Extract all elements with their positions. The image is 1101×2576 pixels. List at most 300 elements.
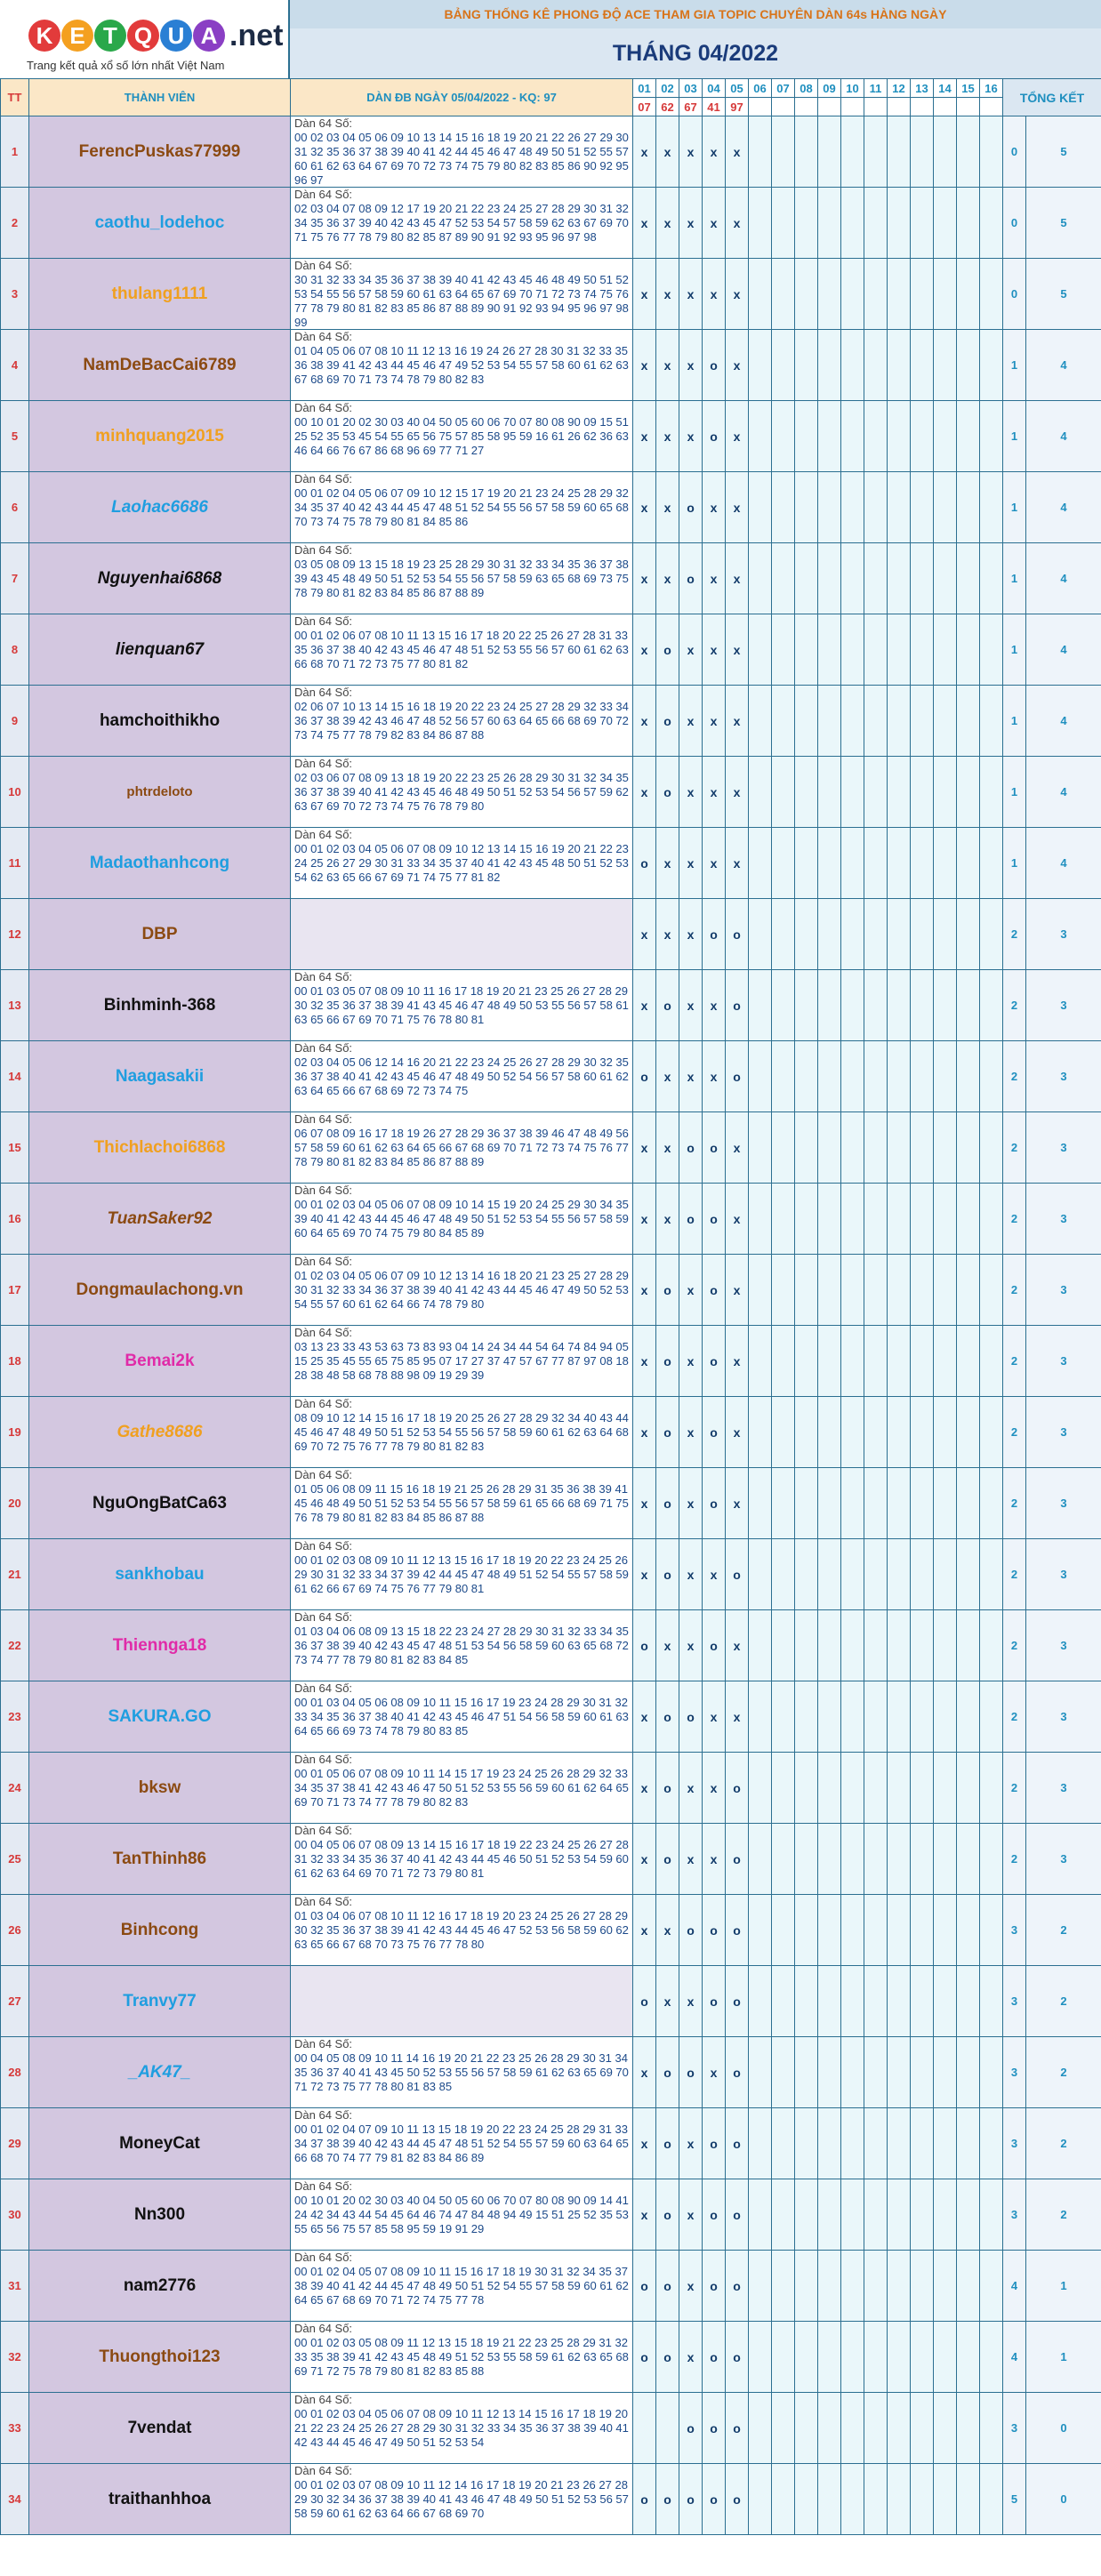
day-mark-empty <box>911 401 934 472</box>
day-mark-empty <box>957 970 980 1041</box>
day-mark-empty <box>818 1753 841 1824</box>
dan-cell <box>291 1041 633 1112</box>
day-mark-empty <box>795 899 818 970</box>
day-mark: x <box>656 543 679 614</box>
day-mark: o <box>726 2251 749 2322</box>
day-mark: x <box>679 686 703 757</box>
day-mark: x <box>656 1112 679 1184</box>
member-name[interactable]: DBP <box>29 899 291 970</box>
day-mark-empty <box>864 543 888 614</box>
day-result: 07 <box>633 98 656 116</box>
dan-cell <box>291 1966 633 2037</box>
table-row <box>1 686 1101 757</box>
day-mark: o <box>633 828 656 899</box>
day-mark: o <box>703 1468 726 1539</box>
ketqua-logo[interactable] <box>0 0 290 78</box>
dan-numbers <box>291 1397 632 1466</box>
lose-count: 3 <box>1026 1753 1101 1824</box>
day-mark-empty <box>957 2251 980 2322</box>
day-header: 15 <box>957 79 980 98</box>
day-mark: x <box>703 757 726 828</box>
day-mark: o <box>703 2108 726 2179</box>
member-name[interactable]: TanThinh86 <box>29 1824 291 1895</box>
win-count: 1 <box>1003 543 1026 614</box>
day-mark: o <box>703 1397 726 1468</box>
dan-list: 00 01 02 04 05 07 08 09 10 11 15 16 17 18 19 30 31 32 34 35 37 38 39 40 41 42 44 45 47 48 49 50 51 52 54 55 57 58 59 60 61 62 64 65 67 68 69 70 71 72 74 75 77 78 <box>294 2265 629 2307</box>
day-mark-empty <box>818 401 841 472</box>
member-name[interactable]: SAKURA.GO <box>29 1681 291 1753</box>
day-mark-empty <box>818 1966 841 2037</box>
day-mark-empty <box>749 2393 772 2464</box>
day-mark: o <box>726 970 749 1041</box>
day-mark: x <box>679 2251 703 2322</box>
day-mark: x <box>679 1397 703 1468</box>
day-mark: o <box>679 2393 703 2464</box>
dan-numbers <box>291 970 632 1039</box>
member-name[interactable]: FerencPuskas77999 <box>29 116 291 188</box>
day-mark-empty <box>911 686 934 757</box>
logo-letter-ball: T <box>94 20 126 52</box>
day-mark-empty <box>772 2179 795 2251</box>
row-index: 24 <box>1 1753 29 1824</box>
lose-count: 2 <box>1026 1895 1101 1966</box>
day-mark-empty <box>749 828 772 899</box>
day-mark-empty <box>841 1539 864 1610</box>
day-mark-empty <box>749 1184 772 1255</box>
lose-count: 4 <box>1026 543 1101 614</box>
day-mark-empty <box>749 1326 772 1397</box>
dan-cell <box>291 899 633 970</box>
dan-cell <box>291 330 633 401</box>
day-mark-empty <box>772 2037 795 2108</box>
day-mark-empty <box>795 2393 818 2464</box>
day-mark-empty <box>957 614 980 686</box>
day-mark-empty <box>818 1895 841 1966</box>
dan-list: 00 01 02 03 05 08 09 11 12 13 15 18 19 21 22 23 25 28 29 31 32 33 35 38 39 41 42 43 45 48 49 51 52 53 55 58 59 61 62 63 65 68 69 71 72 75 78 79 80 81 82 83 85 88 <box>294 2336 629 2378</box>
day-mark: x <box>633 1255 656 1326</box>
day-mark-empty <box>818 2179 841 2251</box>
day-mark: x <box>679 2322 703 2393</box>
day-mark: x <box>656 1184 679 1255</box>
day-mark-empty <box>841 1112 864 1184</box>
day-mark-empty <box>957 1326 980 1397</box>
win-count: 2 <box>1003 1610 1026 1681</box>
day-mark: x <box>726 1468 749 1539</box>
day-mark: x <box>726 1681 749 1753</box>
table-row <box>1 1681 1101 1753</box>
dan-numbers <box>291 1824 632 1893</box>
member-name[interactable]: Binhminh-368 <box>29 970 291 1041</box>
day-mark: o <box>656 2108 679 2179</box>
day-mark-empty <box>980 116 1003 188</box>
day-mark-empty <box>888 1539 911 1610</box>
day-mark: o <box>656 2322 679 2393</box>
day-result-empty <box>934 98 957 116</box>
day-mark-empty <box>749 1112 772 1184</box>
day-mark: o <box>726 2108 749 2179</box>
day-mark-empty <box>795 828 818 899</box>
day-mark-empty <box>957 259 980 330</box>
day-mark-empty <box>749 1824 772 1895</box>
dan-numbers <box>291 2251 632 2320</box>
day-mark-empty <box>934 1539 957 1610</box>
member-name[interactable]: Madaothanhcong <box>29 828 291 899</box>
day-mark-empty <box>841 757 864 828</box>
day-mark-empty <box>749 1610 772 1681</box>
dan-numbers <box>291 1681 632 1751</box>
row-index: 21 <box>1 1539 29 1610</box>
day-mark: o <box>656 1539 679 1610</box>
day-mark-empty <box>864 1184 888 1255</box>
member-name[interactable]: Thichlachoi6868 <box>29 1112 291 1184</box>
day-mark-empty <box>841 686 864 757</box>
day-mark-empty <box>934 188 957 259</box>
member-name[interactable]: Naagasakii <box>29 1041 291 1112</box>
day-mark-empty <box>864 1397 888 1468</box>
day-mark-empty <box>818 2037 841 2108</box>
day-mark-empty <box>980 1255 1003 1326</box>
day-mark-empty <box>957 1610 980 1681</box>
day-mark-empty <box>841 259 864 330</box>
day-mark-empty <box>772 828 795 899</box>
dan-label: Dàn 64 Số: <box>294 2464 353 2477</box>
day-mark-empty <box>818 2464 841 2535</box>
day-mark-empty <box>934 2179 957 2251</box>
dan-list: 00 01 05 06 07 08 09 10 11 14 15 17 19 23 24 25 26 28 29 32 33 34 35 37 38 41 42 43 46 47 50 51 52 53 55 56 59 60 61 62 64 65 69 70 71 73 74 77 78 79 80 82 83 <box>294 1767 629 1809</box>
table-row <box>1 1753 1101 1824</box>
table-row <box>1 2322 1101 2393</box>
member-name[interactable]: NguOngBatCa63 <box>29 1468 291 1539</box>
dan-numbers <box>291 2108 632 2178</box>
row-index: 16 <box>1 1184 29 1255</box>
day-mark-empty <box>980 1539 1003 1610</box>
member-name[interactable]: minhquang2015 <box>29 401 291 472</box>
day-mark: o <box>703 2179 726 2251</box>
dan-list: 00 02 03 04 05 06 09 10 13 14 15 16 18 19 20 21 22 26 27 29 30 31 32 35 36 37 38 39 40 41 42 44 45 46 47 48 49 50 51 52 55 57 60 61 62 63 64 67 69 70 72 73 74 75 79 80 82 83 85 86 90 92 95 96 97 <box>294 131 629 186</box>
day-mark-empty <box>888 1041 911 1112</box>
win-count: 2 <box>1003 1041 1026 1112</box>
day-mark: o <box>703 1255 726 1326</box>
day-mark-empty <box>888 1610 911 1681</box>
dan-cell <box>291 828 633 899</box>
dan-cell <box>291 2037 633 2108</box>
table-row <box>1 330 1101 401</box>
day-mark-empty <box>980 1895 1003 1966</box>
day-mark-empty <box>841 828 864 899</box>
day-mark-empty <box>957 2179 980 2251</box>
member-name[interactable]: NamDeBacCai6789 <box>29 330 291 401</box>
day-mark: o <box>633 2464 656 2535</box>
day-mark-empty <box>864 757 888 828</box>
day-mark-empty <box>980 970 1003 1041</box>
dan-numbers <box>291 1041 632 1111</box>
day-mark: x <box>633 614 656 686</box>
day-mark: o <box>633 1610 656 1681</box>
logo-suffix: .net <box>229 18 284 52</box>
lose-count: 4 <box>1026 757 1101 828</box>
day-mark: x <box>703 1041 726 1112</box>
day-mark-empty <box>934 2322 957 2393</box>
member-name[interactable]: _AK47_ <box>29 2037 291 2108</box>
day-mark: x <box>703 2037 726 2108</box>
day-mark-empty <box>864 1468 888 1539</box>
table-row <box>1 2179 1101 2251</box>
day-mark-empty <box>795 1041 818 1112</box>
day-mark-empty <box>841 543 864 614</box>
day-mark-empty <box>749 686 772 757</box>
win-count: 2 <box>1003 1184 1026 1255</box>
member-name[interactable]: lienquan67 <box>29 614 291 686</box>
dan-cell <box>291 2179 633 2251</box>
day-mark-empty <box>934 899 957 970</box>
day-mark-empty <box>980 259 1003 330</box>
logo-letter-ball: A <box>193 20 225 52</box>
row-index: 7 <box>1 543 29 614</box>
day-mark: o <box>656 1397 679 1468</box>
day-mark-empty <box>980 1681 1003 1753</box>
member-name[interactable]: caothu_lodehoc <box>29 188 291 259</box>
day-mark-empty <box>749 1895 772 1966</box>
member-name[interactable]: Nguyenhai6868 <box>29 543 291 614</box>
day-mark-empty <box>795 2322 818 2393</box>
day-mark-empty <box>772 330 795 401</box>
day-mark-empty <box>911 1255 934 1326</box>
member-name[interactable]: sankhobau <box>29 1539 291 1610</box>
day-result-empty <box>864 98 888 116</box>
member-name[interactable]: Tranvy77 <box>29 1966 291 2037</box>
logo-letter-ball: K <box>28 20 60 52</box>
day-result-empty <box>818 98 841 116</box>
member-name[interactable]: bksw <box>29 1753 291 1824</box>
day-mark-empty <box>841 2393 864 2464</box>
day-result-empty <box>888 98 911 116</box>
row-index: 4 <box>1 330 29 401</box>
lose-count: 5 <box>1026 116 1101 188</box>
lose-count: 3 <box>1026 1824 1101 1895</box>
day-mark: x <box>656 1895 679 1966</box>
day-mark-empty <box>980 401 1003 472</box>
day-mark-empty <box>934 2037 957 2108</box>
day-mark-empty <box>841 614 864 686</box>
day-mark-empty <box>911 1184 934 1255</box>
win-count: 5 <box>1003 2464 1026 2535</box>
day-mark-empty <box>772 2322 795 2393</box>
day-mark: x <box>633 1112 656 1184</box>
dan-cell <box>291 757 633 828</box>
day-mark-empty <box>911 259 934 330</box>
day-mark-empty <box>749 2108 772 2179</box>
day-mark-empty <box>911 2037 934 2108</box>
day-mark: x <box>726 686 749 757</box>
day-mark-empty <box>864 2322 888 2393</box>
day-mark-empty <box>864 2179 888 2251</box>
member-name[interactable]: phtrdeloto <box>29 757 291 828</box>
table-row <box>1 828 1101 899</box>
day-mark: o <box>656 1326 679 1397</box>
day-mark-empty <box>888 1326 911 1397</box>
day-mark-empty <box>980 2108 1003 2179</box>
dan-cell <box>291 2108 633 2179</box>
day-mark-empty <box>888 1681 911 1753</box>
dan-list: 00 10 01 20 02 30 03 40 04 50 05 60 06 70 07 80 08 90 09 15 51 25 52 35 53 45 54 55 65 56 75 57 85 58 95 59 16 61 26 62 36 63 46 64 66 76 67 86 68 96 69 77 71 27 <box>294 415 629 457</box>
day-header: 02 <box>656 79 679 98</box>
day-mark-empty <box>795 2108 818 2179</box>
day-result: 97 <box>726 98 749 116</box>
col-header-dan: DÀN ĐB NGÀY 05/04/2022 - KQ: 97 <box>291 79 633 116</box>
member-name[interactable]: Gathe8686 <box>29 1397 291 1468</box>
day-mark-empty <box>864 330 888 401</box>
day-mark-empty <box>980 1610 1003 1681</box>
day-mark-empty <box>749 1255 772 1326</box>
day-mark-empty <box>888 330 911 401</box>
day-mark-empty <box>980 899 1003 970</box>
dan-list: 00 04 05 06 07 08 09 13 14 15 16 17 18 19 22 23 24 25 26 27 28 31 32 33 34 35 36 37 40 41 42 43 44 45 46 50 51 52 53 54 59 60 61 62 63 64 69 70 71 72 73 79 80 81 <box>294 1838 629 1880</box>
day-mark-empty <box>795 1966 818 2037</box>
row-index: 3 <box>1 259 29 330</box>
day-mark: x <box>679 116 703 188</box>
day-mark-empty <box>818 1041 841 1112</box>
day-mark-empty <box>957 1041 980 1112</box>
member-name[interactable]: 7vendat <box>29 2393 291 2464</box>
day-mark-empty <box>957 188 980 259</box>
day-mark-empty <box>795 1112 818 1184</box>
member-name[interactable]: nam2776 <box>29 2251 291 2322</box>
dan-label: Dàn 64 Số: <box>294 1753 353 1766</box>
day-mark: x <box>703 259 726 330</box>
day-mark: o <box>703 330 726 401</box>
day-mark-empty <box>911 1468 934 1539</box>
day-mark: x <box>633 1539 656 1610</box>
day-mark: o <box>656 1681 679 1753</box>
day-mark-empty <box>888 970 911 1041</box>
dan-numbers <box>291 614 632 684</box>
member-name[interactable]: Nn300 <box>29 2179 291 2251</box>
day-result-empty <box>980 98 1003 116</box>
lose-count: 0 <box>1026 2393 1101 2464</box>
win-count: 3 <box>1003 1895 1026 1966</box>
day-mark: x <box>679 1041 703 1112</box>
day-mark-empty <box>818 1397 841 1468</box>
day-mark-empty <box>934 401 957 472</box>
win-count: 2 <box>1003 970 1026 1041</box>
day-mark: x <box>633 899 656 970</box>
member-name[interactable]: Bemai2k <box>29 1326 291 1397</box>
day-mark-empty <box>980 1966 1003 2037</box>
dan-list: 00 01 02 03 04 05 06 07 08 09 10 14 15 19 20 24 25 29 30 34 35 39 40 41 42 43 44 45 46 47 48 49 50 51 52 53 54 55 56 57 58 59 60 64 65 69 70 74 75 79 80 84 85 89 <box>294 1198 629 1240</box>
day-mark-empty <box>818 1112 841 1184</box>
day-mark-empty <box>818 757 841 828</box>
member-name[interactable]: hamchoithikho <box>29 686 291 757</box>
member-name[interactable]: Thuongthoi123 <box>29 2322 291 2393</box>
member-name[interactable]: Thiennga18 <box>29 1610 291 1681</box>
dan-list: 00 01 02 03 04 05 06 07 08 09 10 11 12 13 14 15 16 17 18 19 20 21 22 23 24 25 26 27 28 29 30 31 32 33 34 35 36 37 38 39 40 41 42 43 44 45 46 47 49 50 51 52 53 54 <box>294 2407 629 2449</box>
dan-label: Dàn 64 Số: <box>294 259 353 272</box>
day-mark-empty <box>888 1112 911 1184</box>
day-mark: x <box>703 828 726 899</box>
day-mark-empty <box>772 1610 795 1681</box>
lose-count: 3 <box>1026 1041 1101 1112</box>
dan-numbers <box>291 2464 632 2533</box>
day-mark-empty <box>864 2108 888 2179</box>
row-index: 12 <box>1 899 29 970</box>
day-mark-empty <box>934 1895 957 1966</box>
day-mark-empty <box>911 1397 934 1468</box>
day-mark: x <box>656 828 679 899</box>
day-mark-empty <box>841 2037 864 2108</box>
lose-count: 0 <box>1026 2464 1101 2535</box>
member-name[interactable]: Dongmaulachong.vn <box>29 1255 291 1326</box>
day-mark-empty <box>795 116 818 188</box>
day-mark: x <box>656 401 679 472</box>
win-count: 1 <box>1003 757 1026 828</box>
member-name[interactable]: traithanhhoa <box>29 2464 291 2535</box>
day-mark: x <box>726 259 749 330</box>
day-mark-empty <box>864 188 888 259</box>
dan-label: Dàn 64 Số: <box>294 2108 353 2122</box>
day-mark: x <box>633 1895 656 1966</box>
member-name[interactable]: thulang1111 <box>29 259 291 330</box>
day-header: 14 <box>934 79 957 98</box>
day-mark: o <box>656 1468 679 1539</box>
day-mark-empty <box>749 1539 772 1610</box>
day-mark-empty <box>818 970 841 1041</box>
day-mark: o <box>726 2322 749 2393</box>
day-mark: o <box>726 2393 749 2464</box>
day-mark: o <box>703 401 726 472</box>
day-mark-empty <box>864 1966 888 2037</box>
day-mark-empty <box>911 614 934 686</box>
win-count: 0 <box>1003 116 1026 188</box>
day-mark-empty <box>957 1895 980 1966</box>
day-mark-empty <box>911 828 934 899</box>
lose-count: 1 <box>1026 2322 1101 2393</box>
win-count: 1 <box>1003 686 1026 757</box>
dan-numbers <box>291 472 632 542</box>
day-mark-empty <box>841 401 864 472</box>
lose-count: 3 <box>1026 1397 1101 1468</box>
row-index: 5 <box>1 401 29 472</box>
member-name[interactable]: Binhcong <box>29 1895 291 1966</box>
lose-count: 3 <box>1026 899 1101 970</box>
day-result-empty <box>957 98 980 116</box>
win-count: 1 <box>1003 828 1026 899</box>
day-mark-empty <box>957 899 980 970</box>
member-name[interactable]: MoneyCat <box>29 2108 291 2179</box>
win-count: 3 <box>1003 2108 1026 2179</box>
dan-label: Dàn 64 Số: <box>294 1824 353 1837</box>
day-mark-empty <box>749 330 772 401</box>
day-mark: o <box>633 1041 656 1112</box>
dan-cell <box>291 1468 633 1539</box>
day-mark: o <box>703 1610 726 1681</box>
day-mark-empty <box>864 1255 888 1326</box>
member-name[interactable]: TuanSaker92 <box>29 1184 291 1255</box>
day-mark-empty <box>934 1753 957 1824</box>
table-row <box>1 543 1101 614</box>
day-mark-empty <box>795 1610 818 1681</box>
table-row <box>1 1539 1101 1610</box>
day-mark: x <box>656 259 679 330</box>
stats-table <box>0 78 1101 2535</box>
day-header: 01 <box>633 79 656 98</box>
dan-cell <box>291 1326 633 1397</box>
day-mark-empty <box>911 1966 934 2037</box>
dan-numbers <box>291 1184 632 1253</box>
member-name[interactable]: Laohac6686 <box>29 472 291 543</box>
day-mark: o <box>679 2464 703 2535</box>
day-mark-empty <box>864 2251 888 2322</box>
day-mark: o <box>726 2037 749 2108</box>
